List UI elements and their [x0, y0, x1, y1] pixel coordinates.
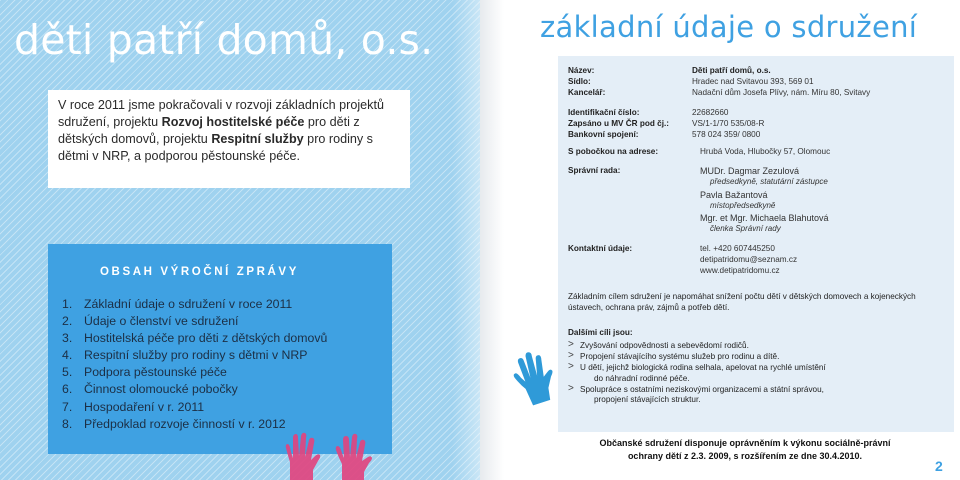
aim-text-continued: do náhradní rodinné péče.	[594, 373, 690, 383]
intro-project-hostitelska: Rozvoj hostitelské péče	[161, 115, 305, 129]
section-title: základní údaje o sdružení	[540, 10, 918, 44]
mission-text: Základním cílem sdružení je napomáhat snížení počtu dětí v dětských domovech a kojeneckých ústavech, ochrana práv, zájmů a potřeb dětí.	[568, 292, 916, 312]
board-member-role: členka Správní rady	[710, 224, 781, 233]
intro-text-part: pro rodiny s dětmi v NRP, a podporou pěstounské péče.	[58, 132, 373, 163]
toc-item-number: 4.	[62, 348, 73, 363]
aim-text: U dětí, jejichž biologická rodina selhala, apelovat na rychlé umístění	[580, 363, 826, 373]
intro-text-part: V roce 2011 jsme pokračovali v rozvoji základních projektů sdružení, projektu	[58, 98, 384, 129]
legal-line: Občanské sdružení disponuje oprávněním k výkonu sociálně-právní	[599, 438, 891, 448]
aims-title: Dalšími cíli jsou:	[568, 328, 633, 337]
info-value: Nadační dům Josefa Plívy, nám. Míru 80, Svitavy	[692, 88, 871, 97]
toc-item[interactable]	[62, 381, 327, 398]
aims-list	[568, 341, 918, 407]
info-label: Bankovní spojení:	[568, 130, 639, 139]
board-member-role: předsedkyně, statutární zástupce	[710, 177, 828, 186]
table-of-contents	[48, 244, 392, 454]
intro-text	[58, 97, 404, 165]
toc-item-label: Respitní služby pro rodiny s dětmi v NRP	[84, 348, 308, 363]
info-value: Hrubá Voda, Hlubočky 57, Olomouc	[700, 147, 831, 156]
toc-item[interactable]	[62, 296, 327, 313]
toc-item-label: Činnost olomoucké pobočky	[84, 382, 238, 397]
toc-item-label: Hostitelská péče pro děti z dětských domovů	[84, 331, 328, 346]
toc-item[interactable]	[62, 364, 327, 381]
hand-prints-pink-icon	[280, 428, 390, 480]
contact-web-link[interactable]: www.detipatridomu.cz	[700, 266, 780, 275]
intro-text-part: pro děti z dětských domovů, projektu	[58, 115, 360, 146]
aim-item	[568, 352, 918, 363]
hand-print-right-icon	[336, 434, 372, 480]
toc-item-number: 7.	[62, 399, 73, 414]
aim-item	[568, 363, 918, 384]
toc-item[interactable]	[62, 399, 327, 416]
board-member-name: Mgr. et Mgr. Michaela Blahutová	[700, 213, 829, 223]
info-value: VS/1-1/70 535/08-R	[692, 119, 765, 128]
info-value: Hradec nad Svitavou 393, 569 01	[692, 77, 814, 86]
toc-item-number: 6.	[62, 382, 73, 397]
toc-item-number: 1.	[62, 297, 73, 311]
aim-text: Spolupráce s ostatními neziskovými organizacemi a státní správou,	[580, 384, 824, 394]
info-label: Zapsáno u MV ČR pod čj.:	[568, 119, 669, 128]
hand-print-blue-icon	[510, 346, 556, 406]
toc-item-number: 2.	[62, 314, 73, 329]
toc-item[interactable]	[62, 313, 327, 330]
board-member-name: MUDr. Dagmar Zezulová	[700, 166, 800, 176]
hand-print-left-icon	[286, 433, 321, 480]
intro-project-respitni: Respitní služby	[211, 132, 304, 146]
aims-box	[558, 284, 954, 432]
info-label: S pobočkou na adrese:	[568, 147, 659, 156]
info-label: Správní rada:	[568, 166, 621, 175]
aim-text: Propojení stávajícího systému služeb pro rodinu a dítě.	[580, 352, 780, 362]
info-label: Sídlo:	[568, 77, 591, 86]
page-fold-shadow	[452, 0, 480, 480]
toc-item[interactable]	[62, 347, 327, 364]
info-value: Děti patří domů, o.s.	[692, 66, 771, 75]
aim-item	[568, 341, 918, 352]
info-label: Kontaktní údaje:	[568, 244, 633, 253]
aim-text-continued: propojení stávajících struktur.	[594, 395, 701, 405]
info-value: 22682660	[692, 108, 729, 117]
intro-box	[48, 90, 410, 188]
board-member-role: místopředsedkyně	[710, 201, 776, 210]
toc-item-label: Údaje o členství ve sdružení	[84, 314, 239, 329]
basic-info-box	[558, 56, 954, 284]
aim-item	[568, 385, 918, 406]
legal-notice	[580, 437, 910, 463]
toc-item-number: 5.	[62, 365, 73, 380]
info-label: Identifikační číslo:	[568, 108, 640, 117]
toc-list	[62, 296, 327, 433]
board-member-name: Pavla Bažantová	[700, 190, 768, 200]
toc-heading: OBSAH VÝROČNÍ ZPRÁVY	[100, 266, 299, 278]
toc-item-number: 8.	[62, 416, 73, 431]
toc-item[interactable]	[62, 330, 327, 347]
contact-phone[interactable]: tel. +420 607445250	[700, 244, 775, 253]
toc-item-label: Hospodaření v r. 2011	[84, 399, 205, 414]
toc-item-label: Základní údaje o sdružení v roce 2011	[84, 297, 293, 311]
info-label: Kancelář:	[568, 88, 606, 97]
page-fold-shadow	[480, 0, 504, 480]
aim-text: Zvyšování odpovědnosti a sebevědomí rodičů.	[580, 341, 749, 350]
right-page	[480, 0, 960, 480]
toc-item-label: Podpora pěstounské péče	[84, 365, 227, 380]
contact-email-link[interactable]: detipatridomu@seznam.cz	[700, 255, 798, 264]
toc-item-label: Předpoklad rozvoje činností v r. 2012	[84, 416, 286, 431]
organization-title: děti patří domů, o.s.	[14, 16, 434, 64]
info-label: Název:	[568, 66, 595, 75]
info-value: 578 024 359/ 0800	[692, 130, 761, 139]
page-number: 2	[935, 458, 943, 474]
toc-item-number: 3.	[62, 331, 73, 346]
legal-line: ochrany dětí z 2.3. 2009, s rozšířením ze dne 30.4.2010.	[627, 451, 863, 461]
